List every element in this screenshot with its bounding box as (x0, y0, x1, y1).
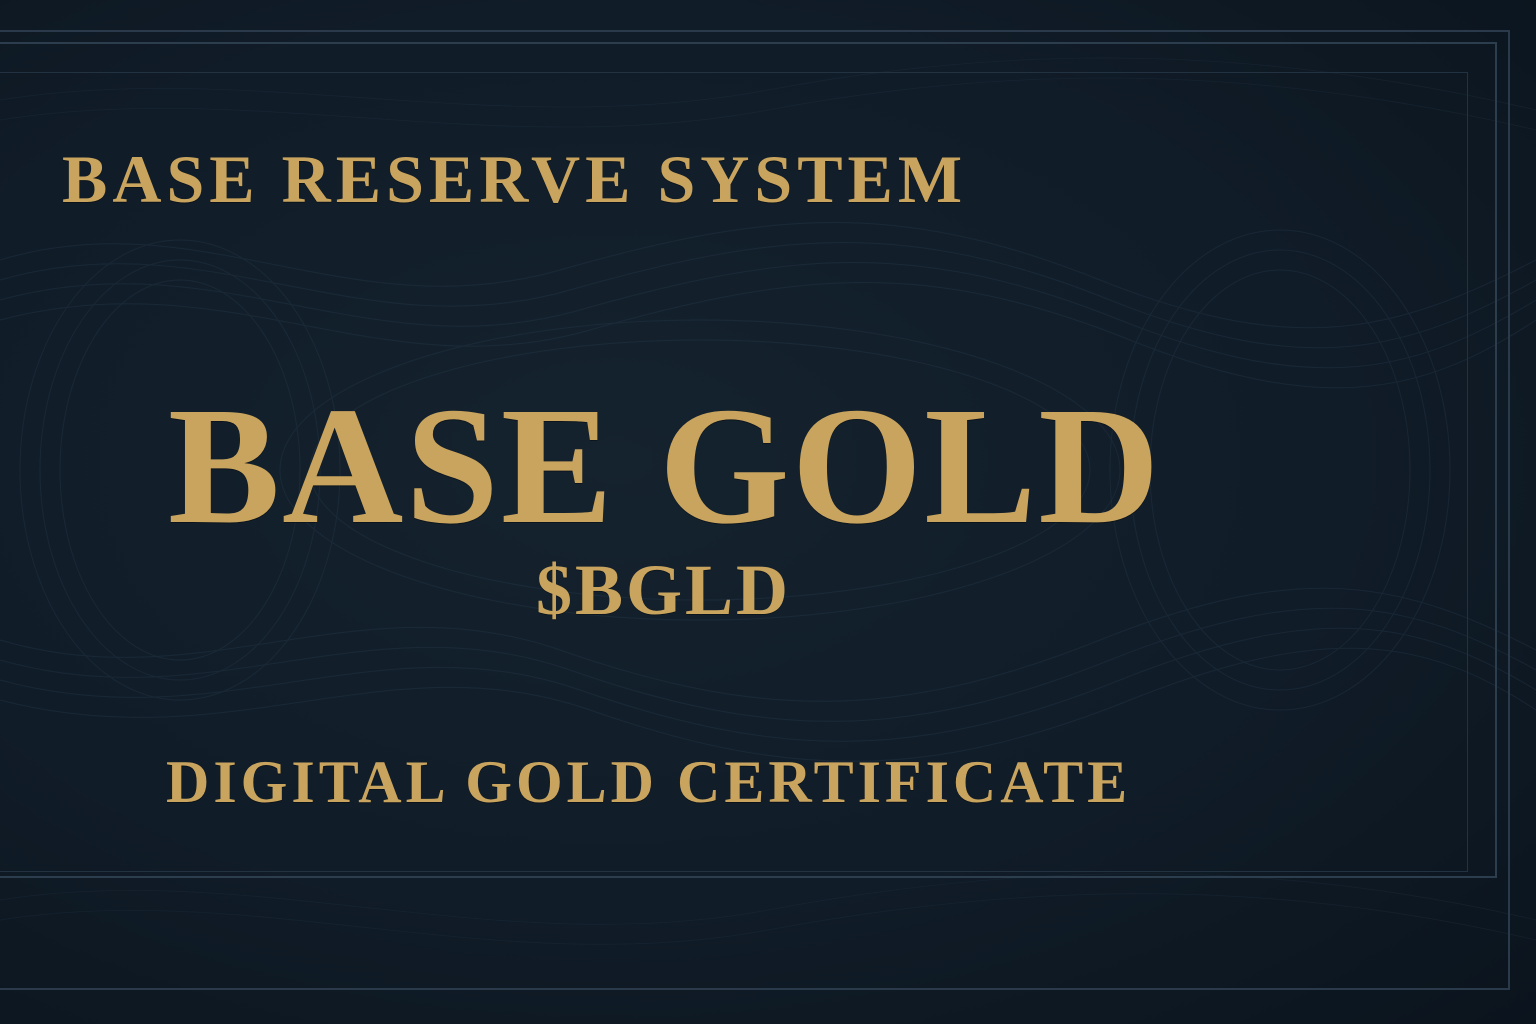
ticker-symbol: $BGLD (536, 550, 792, 630)
issuer-heading: BASE RESERVE SYSTEM (62, 141, 968, 217)
certificate-title: BASE GOLD (168, 373, 1162, 559)
certificate-subtitle: DIGITAL GOLD CERTIFICATE (166, 749, 1132, 815)
